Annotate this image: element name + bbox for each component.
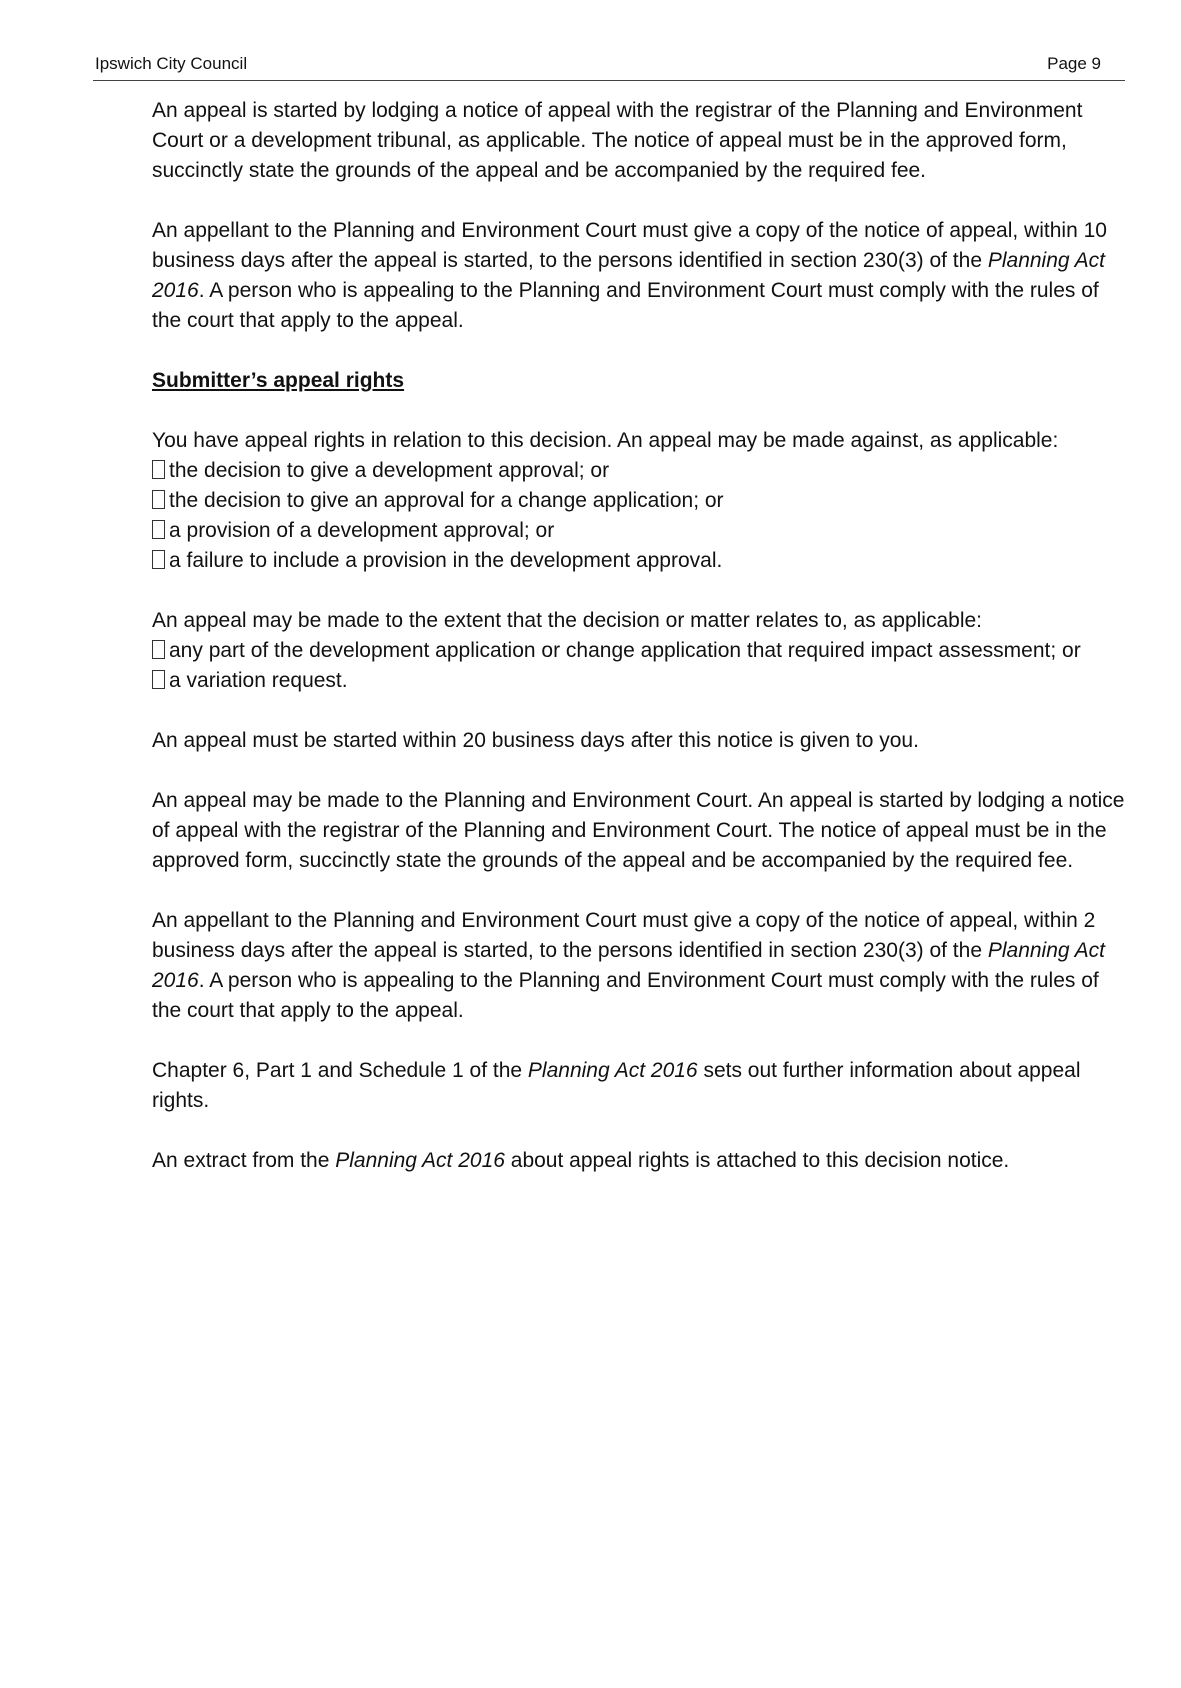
- paragraph-chapter-6: [152, 1056, 1127, 1116]
- list-item: a provision of a development approval; or: [152, 516, 1127, 546]
- text-run: An appellant to the Planning and Environment Court must give a copy of the notice of appeal, within 10 business days after the appeal is started, to the persons identified in section 230(3) of the: [152, 219, 1107, 272]
- checkbox-icon: [152, 460, 165, 479]
- paragraph-appeal-rights-intro: You have appeal rights in relation to this decision. An appeal may be made against, as applicable:: [152, 429, 1059, 452]
- paragraph-planning-court: An appeal may be made to the Planning and Environment Court. An appeal is started by lodging a notice of appeal with the registrar of the Planning and Environment Court. The notice of appeal must be in the approved form, succinctly state the grounds of the appeal and be accompanied by the required fee.: [152, 789, 1125, 872]
- checkbox-icon: [152, 520, 165, 539]
- text-run: Chapter 6, Part 1 and Schedule 1 of the: [152, 1059, 528, 1082]
- list-item: any part of the development application or change application that required impact assessment; or: [152, 636, 1127, 666]
- paragraph-appellant-notice-10-days: [152, 216, 1127, 336]
- list-item: a failure to include a provision in the development approval.: [152, 546, 1127, 576]
- paragraph-appeal-lodging: An appeal is started by lodging a notice of appeal with the registrar of the Planning and Environment Court or a development tribunal, as applicable. The notice of appeal must be in the approved form, succinctly state the grounds of the appeal and be accompanied by the required fee.: [152, 99, 1083, 182]
- paragraph-extract-attached: [152, 1146, 1127, 1176]
- act-name: Planning Act 2016: [335, 1149, 505, 1172]
- checkbox-icon: [152, 670, 165, 689]
- text-run: about appeal rights is attached to this decision notice.: [504, 1149, 1010, 1172]
- act-name: Planning Act 2016: [527, 1059, 698, 1082]
- checkbox-icon: [152, 640, 165, 659]
- section-heading: Submitter’s appeal rights: [152, 369, 405, 392]
- text-run: sets out further information about appeal rights.: [152, 1059, 1081, 1112]
- page-header: [93, 52, 1125, 81]
- page-number: Page 9: [1047, 54, 1101, 73]
- list-item: the decision to give an approval for a change application; or: [152, 486, 1127, 516]
- checkbox-icon: [152, 490, 165, 509]
- document-body: [152, 96, 1127, 1206]
- text-run: . A person who is appealing to the Planning and Environment Court must comply with the rules of the court that apply to the appeal.: [152, 279, 1099, 332]
- paragraph-extent-intro: An appeal may be made to the extent that the decision or matter relates to, as applicable:: [152, 609, 982, 632]
- paragraph-20-business-days: An appeal must be started within 20 business days after this notice is given to you.: [152, 729, 919, 752]
- list-item: a variation request.: [152, 666, 1127, 696]
- text-run: An extract from the: [152, 1149, 336, 1172]
- checkbox-icon: [152, 550, 165, 569]
- text-run: . A person who is appealing to the Planning and Environment Court must comply with the rules of the court that apply to the appeal.: [152, 969, 1099, 1022]
- list-item: the decision to give a development approval; or: [152, 456, 1127, 486]
- paragraph-appellant-notice-2-days: [152, 906, 1127, 1026]
- header-organization: Ipswich City Council: [95, 54, 248, 73]
- extent-list: [152, 636, 1127, 696]
- text-run: An appellant to the Planning and Environment Court must give a copy of the notice of appeal, within 2 business days after the appeal is started, to the persons identified in section 230(3) of the: [152, 909, 1096, 962]
- act-name: Planning Act 2016: [152, 249, 1105, 302]
- appeal-against-list: [152, 456, 1127, 576]
- act-name: Planning Act 2016: [152, 939, 1105, 992]
